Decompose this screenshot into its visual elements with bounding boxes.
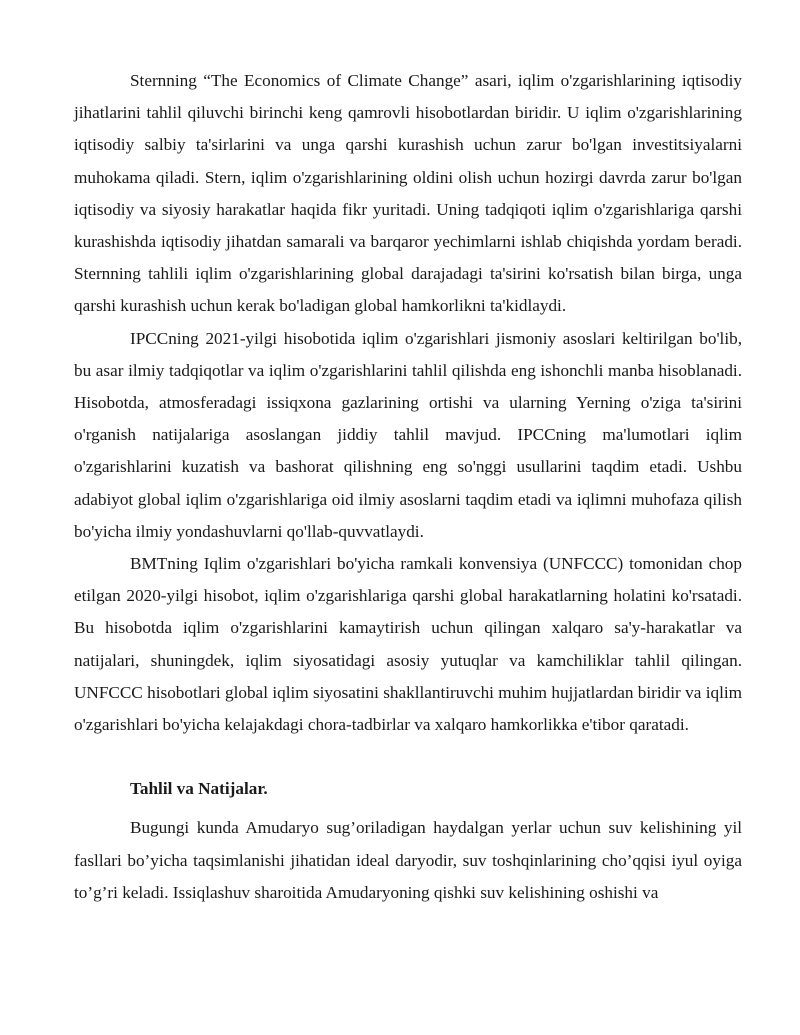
paragraph-unfccc-report: BMTning Iqlim o'zgarishlari bo'yicha ramkali konvensiya (UNFCCC) tomonidan chop etilgan 2020-yilgi hisobot, iqlim o'zgarishlariga qarshi global harakatlarning holatini ko'rsatadi. Bu hisobotda iqlim o'zgarishlarini kamaytirish uchun qilingan xalqaro sa'y-harakatlar va natijalari, shuningdek, iqlim siyosatidagi asosiy yutuqlar va kamchiliklar tahlil qilingan. UNFCCC hisobotlari global iqlim siyosatini shakllantiruvchi muhim hujjatlardan biridir va iqlim o'zgarishlari bo'yicha kelajakdagi chora-tadbirlar va xalqaro hamkorlikka e'tibor qaratadi.	[74, 554, 742, 735]
paragraph-ipcc-report: IPCCning 2021-yilgi hisobotida iqlim o'zgarishlari jismoniy asoslari keltirilgan bo'lib, bu asar ilmiy tadqiqotlar va iqlim o'zgarishlarini tahlil qilishda eng ishonchli manba hisoblanadi. Hisobotda, atmosferadagi issiqxona gazlarining ortishi va ularning Yerning o'ziga ta'sirini o'rganish natijalariga asoslangan jiddiy tahlil mavjud. IPCCning ma'lumotlari iqlim o'zgarishlarini kuzatish va bashorat qilishning eng so'nggi usullarini taqdim etadi. Ushbu adabiyot global iqlim o'zgarishlariga oid ilmiy asoslarni taqdim etadi va iqlimni muhofaza qilish bo'yicha ilmiy yondashuvlarni qo'llab-quvvatlaydi.	[74, 328, 742, 541]
paragraph-stern-review: Sternning “The Economics of Climate Change” asari, iqlim o'zgarishlarining iqtisodiy jihatlarini tahlil qiluvchi birinchi keng qamrovli hisobotlardan biridir. U iqlim o'zgarishlarining iqtisodiy salbiy ta'sirlarini va unga qarshi kurashish uchun zarur bo'lgan investitsiyalarni muhokama qiladi. Stern, iqlim o'zgarishlarining oldini olish uchun hozirgi davrda zarur bo'lgan iqtisodiy va siyosiy harakatlar haqida fikr yuritadi. Uning tadqiqoti iqlim o'zgarishlariga qarshi kurashishda iqtisodiy jihatdan samarali va barqaror yechimlarni ishlab chiqishda yordam beradi. Sternning tahlili iqlim o'zgarishlarining global darajadagi ta'sirini ko'rsatish bilan birga, unga qarshi kurashish uchun kerak bo'ladigan global hamkorlikni ta'kidlaydi.	[74, 71, 742, 316]
section-heading-results: Tahlil va Natijalar.	[130, 779, 268, 799]
document-page	[74, 65, 742, 909]
paragraph-amudaryo: Bugungi kunda Amudaryo sug’oriladigan haydalgan yerlar uchun suv kelishining yil fasllari bo’yicha taqsimlanishi jihatidan ideal daryodir, suv toshqinlarining cho’qqisi iyul oyiga to’g’ri keladi. Issiqlashuv sharoitida Amudaryoning qishki suv kelishining oshishi va	[74, 818, 742, 902]
